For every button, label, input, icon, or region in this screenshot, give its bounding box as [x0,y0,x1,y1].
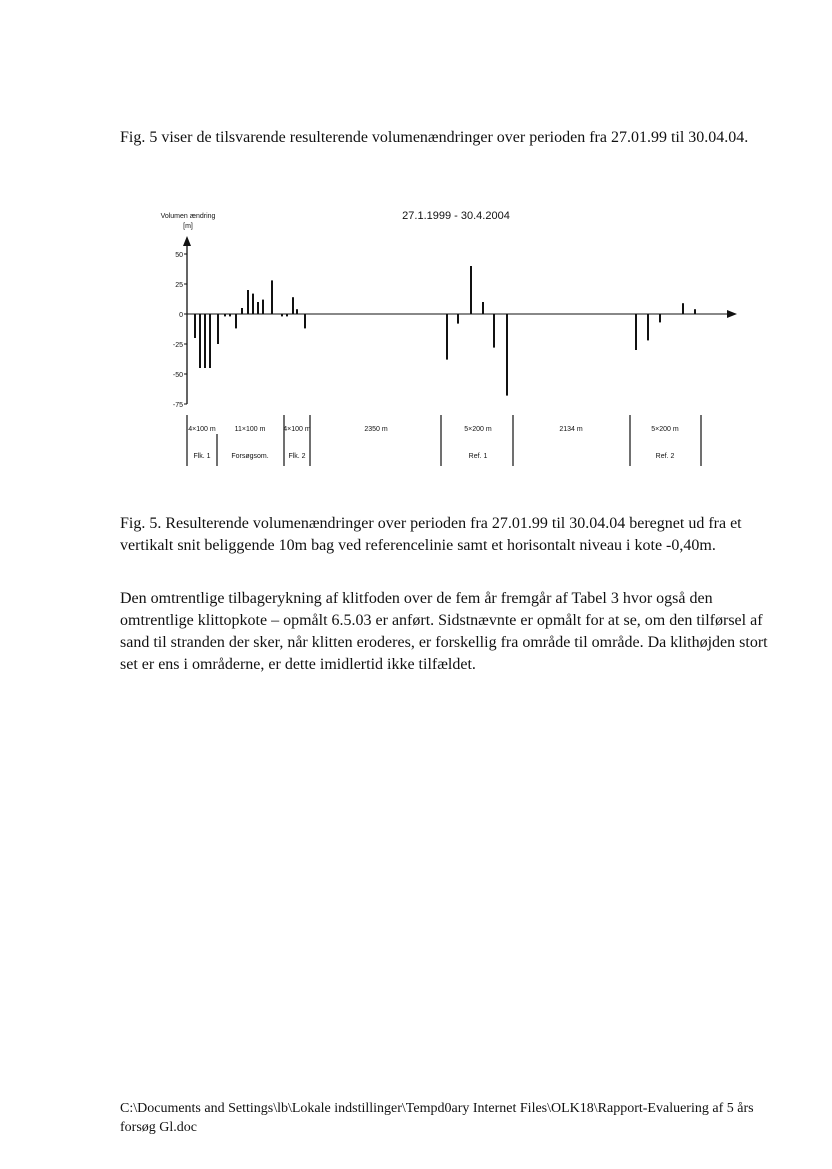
section-width-label: 4×100 m [188,426,216,433]
section-width-label: 11×100 m [234,426,266,433]
y-tick-label: -75 [172,402,183,409]
section-width-label: 4×100 m [283,426,311,433]
figure-caption: Fig. 5. Resulterende volumenændringer over perioden fra 27.01.99 til 30.04.04 beregnet ud fra et vertikalt snit beliggende 10m bag ved referencelinie samt et horisontalt niveau i kote -0,40m. [120,515,742,554]
y-axis-label: Volumen ændring [160,213,216,220]
footer-path: C:\Documents and Settings\lb\Lokale indstillinger\Tempd0ary Internet Files\OLK18\Rapport-Evaluering af 5 års forsøg Gl.doc [120,1101,754,1135]
section-name-label: Forsøgsom. [231,453,269,460]
section-width-label: 2350 m [364,426,388,433]
section-width-label: 5×200 m [651,426,679,433]
y-tick-label: 25 [175,282,183,289]
y-tick-label: -25 [172,342,183,349]
y-tick-label: 0 [179,312,183,319]
body-paragraph: Den omtrentlige tilbagerykning af klitfoden over de fem år fremgår af Tabel 3 hvor også den omtrentlige klittopkote – opmålt 6.5.03 er anført. Sidstnævnte er opmålt for at se, om den tilførsel af sand til stranden der sker, når klitten eroderes, er forskellig fra område til område. Da klithøjden stort set er ens i områderne, er dette imidlertid ikke tilfældet. [120,590,768,673]
chart-sections [187,415,701,466]
section-width-label: 5×200 m [464,426,492,433]
chart-bars [195,266,695,396]
x-axis-arrow [727,310,737,318]
y-axis-unit: [m] [183,223,193,230]
volume-change-chart [0,0,832,480]
section-width-label: 2134 m [559,426,583,433]
y-tick-label: 50 [175,252,183,259]
chart-title: 27.1.1999 - 30.4.2004 [402,210,510,222]
y-tick-label: -50 [172,372,183,379]
section-name-label: Ref. 2 [655,453,675,460]
intro-paragraph: Fig. 5 viser de tilsvarende resulterende volumenændringer over perioden fra 27.01.99 til 30.04.04. [120,129,749,146]
section-name-label: Ref. 1 [468,453,488,460]
section-name-label: Flk. 1 [193,453,211,460]
section-name-label: Flk. 2 [288,453,306,460]
y-axis-arrow [183,236,191,246]
